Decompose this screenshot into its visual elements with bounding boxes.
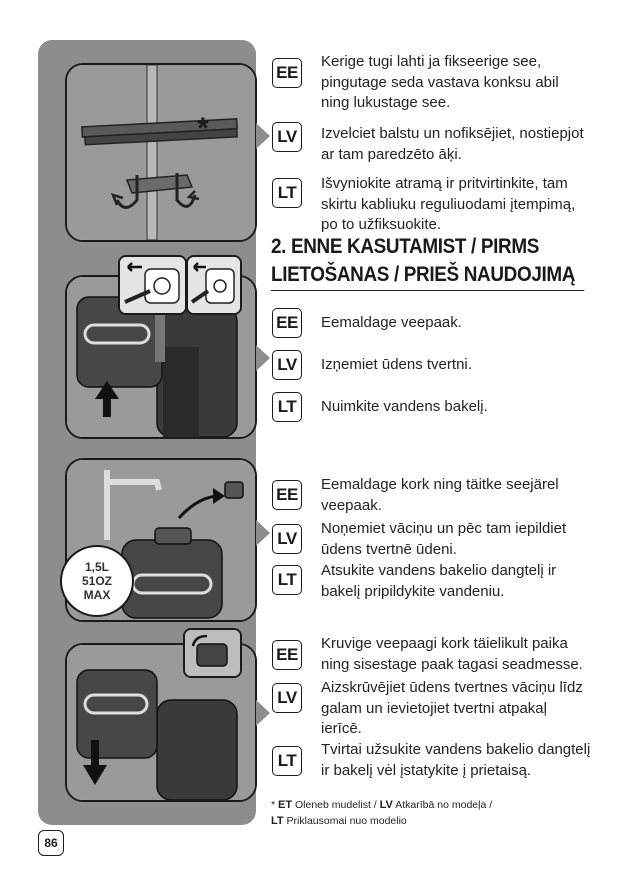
lang-badge-lt: LT	[272, 178, 302, 208]
illustration-stand	[65, 63, 257, 242]
footnote-text-et: Oleneb mudelist /	[295, 799, 377, 811]
footnote-code-lv: LV	[379, 799, 393, 811]
asterisk-mark: *	[197, 112, 209, 145]
lang-badge-lt: LT	[272, 746, 302, 776]
instruction-text: Izņemiet ūdens tvertni.	[321, 356, 472, 373]
illustration-plug-inset-alt	[186, 255, 242, 315]
illustration-cap-inset	[183, 628, 242, 678]
pointer-arrow	[256, 345, 270, 371]
lang-badge-ee: EE	[272, 308, 302, 338]
instruction-text: Izvelciet balstu un nofiksējiet, nostiepjot ar tam paredzēto āķi.	[321, 125, 584, 163]
instruction-text: Nuimkite vandens bakelį.	[321, 398, 488, 415]
section-heading	[271, 232, 584, 291]
instruction-text: Tvirtai užsukite vandens bakelio dangtelį ir bakelį vėl įstatykite į prietaisą.	[321, 741, 591, 779]
instruction-text: Eemaldage kork ning täitke seejärel veepaak.	[321, 476, 559, 514]
footnote-code-lt: LT	[271, 815, 284, 827]
pointer-arrow	[256, 700, 270, 726]
lang-badge-lt: LT	[272, 392, 302, 422]
page-number: 86	[38, 830, 64, 856]
pointer-arrow	[256, 123, 270, 149]
pointer-arrow	[256, 520, 270, 546]
lang-badge-lt: LT	[272, 565, 302, 595]
lang-badge-lv: LV	[272, 683, 302, 713]
lang-badge-lv: LV	[272, 122, 302, 152]
lang-badge-lv: LV	[272, 350, 302, 380]
footnote-text-lt: Priklausomai nuo modelio	[286, 815, 407, 827]
capacity-badge	[60, 545, 134, 617]
footnote-star: *	[271, 799, 276, 811]
footnote	[271, 797, 571, 829]
heading-line-2: LIETOŠANAS / PRIEŠ NAUDOJIMĄ	[271, 262, 576, 286]
instruction-text: Eemaldage veepaak.	[321, 314, 462, 331]
instruction-text: Kruvige veepaagi kork täielikult paika ning sisestage paak tagasi seadmesse.	[321, 635, 583, 673]
lang-badge-ee: EE	[272, 640, 302, 670]
illustration-plug-inset	[118, 255, 187, 315]
instruction-text: Noņemiet vāciņu un pēc tam iepildiet ūdens tvertnē ūdeni.	[321, 520, 567, 558]
footnote-code-et: ET	[278, 799, 293, 811]
capacity-ounces: 51OZ	[81, 574, 112, 588]
capacity-max: MAX	[83, 588, 111, 602]
capacity-liters: 1,5L	[84, 560, 109, 574]
instruction-text: Atsukite vandens bakelio dangtelį ir bakelį pripildykite vandeniu.	[321, 562, 557, 600]
instruction-text: Kerige tugi lahti ja fikseerige see, pingutage seda vastava konksu abil ning lukustage see.	[321, 53, 559, 111]
lang-badge-lv: LV	[272, 524, 302, 554]
instruction-text: Aizskrūvējiet ūdens tvertnes vāciņu līdz galam un ievietojiet tvertni atpakaļ ierīcē.	[321, 679, 583, 737]
lang-badge-ee: EE	[272, 58, 302, 88]
instruction-text: Išvyniokite atramą ir pritvirtinkite, tam skirtu kabliuku reguliuodami įtempimą, po to užfiksuokite.	[321, 175, 576, 233]
lang-badge-ee: EE	[272, 480, 302, 510]
footnote-text-lv: Atkarībā no modeļa /	[395, 799, 493, 811]
heading-line-1: 2. ENNE KASUTAMIST / PIRMS	[271, 234, 540, 258]
